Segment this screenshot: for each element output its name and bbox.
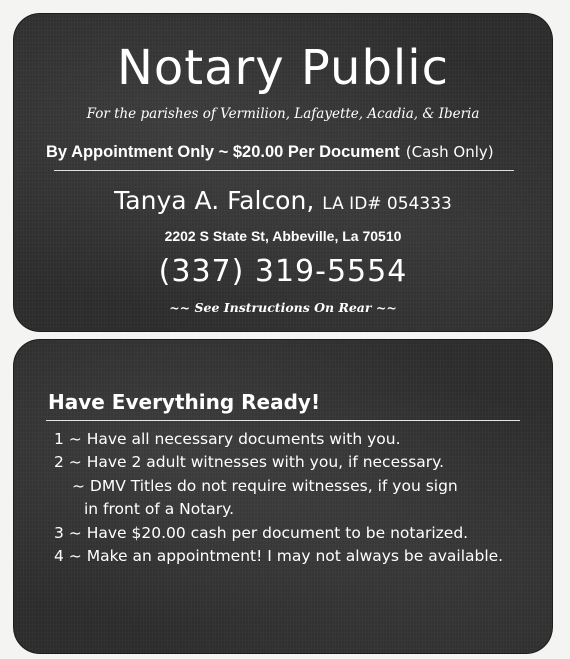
appointment-price: By Appointment Only ~ $20.00 Per Document	[46, 143, 400, 161]
list-item: in front of a Notary.	[84, 500, 235, 519]
list-item: 1 ~ Have all necessary documents with you.	[54, 430, 401, 448]
notary-name: Tanya A. Falcon,	[114, 186, 315, 215]
la-id: LA ID# 054333	[322, 194, 452, 214]
see-instructions-note: ~~ See Instructions On Rear ~~	[169, 300, 397, 315]
parishes-text: For the parishes of Vermilion, Lafayette, Acadia, & Iberia	[86, 106, 480, 122]
divider	[54, 170, 514, 171]
cash-only-note: (Cash Only)	[405, 143, 494, 161]
back-heading: Have Everything Ready!	[48, 390, 321, 414]
appointment-line	[46, 142, 552, 162]
divider	[46, 420, 520, 421]
list-item: 3 ~ Have $20.00 cash per document to be notarized.	[54, 523, 469, 542]
list-item: 2 ~ Have 2 adult witnesses with you, if necessary.	[54, 453, 445, 472]
card-title: Notary Public	[117, 40, 449, 96]
business-card-back	[14, 340, 552, 653]
address: 2202 S State St, Abbeville, La 70510	[164, 228, 402, 244]
business-card-front	[14, 14, 552, 331]
instructions-list	[54, 428, 544, 568]
list-item: 4 ~ Make an appointment! I may not always be available.	[54, 547, 504, 566]
name-line	[14, 186, 552, 215]
phone-number: (337) 319-5554	[158, 254, 408, 289]
list-item: ~ DMV Titles do not require witnesses, if you sign	[72, 476, 458, 495]
